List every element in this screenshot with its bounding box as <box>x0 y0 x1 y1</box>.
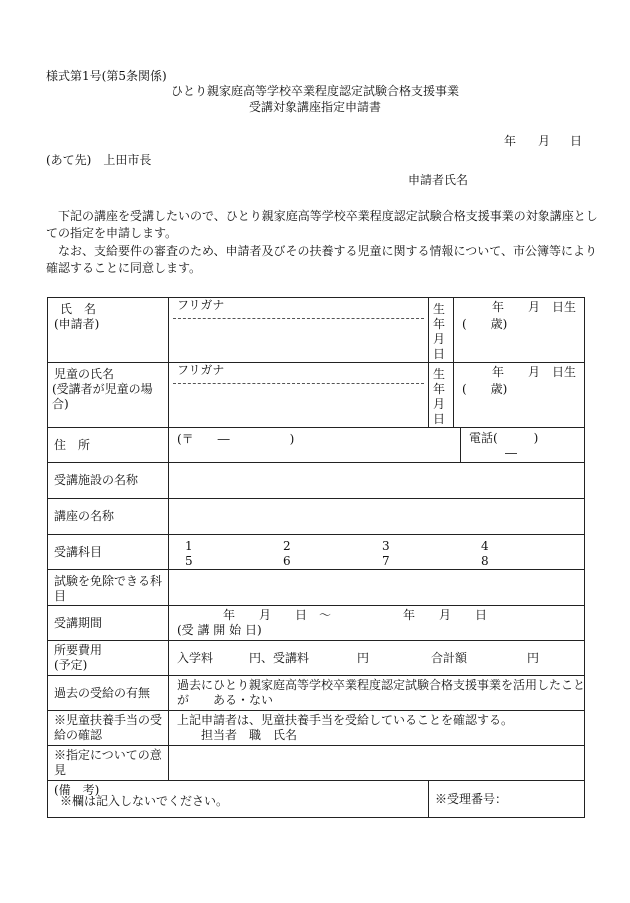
subjects-label-cell <box>48 535 169 570</box>
date-month: 月 <box>538 134 551 148</box>
allowance-label-cell <box>48 711 169 746</box>
subject-number: 4 <box>481 539 489 553</box>
footer-note: ※欄は記入しないでください。 <box>60 794 229 808</box>
past-field[interactable] <box>169 676 585 711</box>
addressee: (あて先) 上田市長 <box>46 153 152 167</box>
opinion-field[interactable] <box>169 746 585 781</box>
address-label-cell <box>48 428 169 463</box>
exempt-label-cell <box>48 570 169 606</box>
course-field[interactable] <box>169 499 585 535</box>
phone-field[interactable] <box>461 428 585 463</box>
subject-number: 7 <box>382 554 390 568</box>
applicant-name-label-cell <box>48 298 169 363</box>
address-label: 住 所 <box>54 438 91 452</box>
document-title-line2: 受講対象講座指定申請書 <box>248 100 381 114</box>
applicant-sub-label: (申請者) <box>54 317 100 331</box>
period-label: 受講期間 <box>54 615 103 630</box>
applicant-name-field[interactable] <box>169 298 429 363</box>
total-text: 合計額 円 <box>431 651 540 665</box>
receipt-number-label: ※受理番号： <box>435 791 508 806</box>
child-age: ( 歳) <box>462 382 508 396</box>
furigana-label-child: フリガナ <box>177 363 225 377</box>
period-text: 年 月 日 ～ 年 月 日 <box>223 608 488 622</box>
form-number: 様式第1号(第5条関係) <box>46 69 167 83</box>
applicant-name-label: 申請者氏名 <box>408 173 469 187</box>
allowance-field[interactable] <box>169 711 585 746</box>
opinion-label-cell <box>48 746 169 781</box>
paragraph2-line2: 確認することに同意します。 <box>46 261 202 275</box>
phone-dash: ― <box>505 446 517 460</box>
facility-field[interactable] <box>169 463 585 499</box>
facility-label: 受講施設の名称 <box>54 473 139 487</box>
date-year: 年 <box>504 134 517 148</box>
date-day: 日 <box>570 134 583 148</box>
past-label-cell <box>48 676 169 711</box>
child-sub-label: (受講者が児童の場合) <box>52 382 153 411</box>
subject-number: 8 <box>481 554 489 568</box>
age: ( 歳) <box>462 317 508 331</box>
allowance-label: ※児童扶養手当の受給の確認 <box>54 713 163 742</box>
birth-ymd: 年 月 日生 <box>492 300 577 314</box>
subject-number: 6 <box>283 554 291 568</box>
exempt-label: 試験を免除できる科目 <box>54 574 163 603</box>
course-label-cell <box>48 499 169 535</box>
past-choice: が ある・ない <box>177 693 274 707</box>
child-name-label-cell <box>48 363 169 428</box>
course-label: 講座の名称 <box>54 509 115 523</box>
paragraph1-line1: 下記の講座を受講したいので、ひとり親家庭高等学校卒業程度認定試験合格支援事業の対象講座とし <box>58 209 598 223</box>
birth-label-cell <box>429 298 454 363</box>
cost-label-cell <box>48 641 169 676</box>
birth-label-2: 月日 <box>433 332 446 361</box>
exempt-field[interactable] <box>169 570 585 606</box>
past-text: 過去にひとり親家庭高等学校卒業程度認定試験合格支援事業を活用したこと <box>177 678 586 692</box>
subjects-label: 受講科目 <box>54 544 103 559</box>
paragraph2-line1: なお、支給要件の審査のため、申請者及びその扶養する児童に関する情報について、市公簿等により <box>58 244 598 258</box>
staff-name: 担当者 職 氏名 <box>201 728 298 742</box>
opinion-label: ※指定についての意見 <box>54 748 162 777</box>
child-birth-ymd: 年 月 日生 <box>492 365 577 379</box>
allowance-text: 上記申請者は、児童扶養手当を受給していることを確認する。 <box>177 713 514 727</box>
subject-number: 1 <box>185 539 193 553</box>
child-birthdate-field[interactable] <box>454 363 585 428</box>
name-label: 氏 名 <box>60 302 97 316</box>
applicant-birthdate-field[interactable] <box>454 298 585 363</box>
facility-label-cell <box>48 463 169 499</box>
child-birth-label-2: 月日 <box>433 397 446 426</box>
period-start-label: (受 講 開 始 日) <box>177 623 262 637</box>
subject-number: 5 <box>185 554 193 568</box>
subject-number: 3 <box>382 539 390 553</box>
postal-code: (〒 ― ) <box>177 432 295 446</box>
past-label: 過去の受給の有無 <box>54 685 151 700</box>
period-field[interactable] <box>169 606 585 641</box>
child-birth-label-cell <box>429 363 454 428</box>
phone-label: 電話( ) <box>469 431 539 445</box>
address-field[interactable] <box>169 428 461 463</box>
furigana-label: フリガナ <box>177 298 225 312</box>
period-label-cell <box>48 606 169 641</box>
subjects-field[interactable] <box>169 535 585 570</box>
paragraph1-line2: ての指定を申請します。 <box>46 226 178 240</box>
cost-text: 入学料 円、受講料 円 <box>177 651 370 665</box>
cost-field[interactable] <box>169 641 585 676</box>
child-name-label: 児童の氏名 <box>54 367 115 381</box>
cost-label: 所要費用 <box>54 643 103 657</box>
subject-number: 2 <box>283 539 291 553</box>
application-form-table <box>47 297 585 818</box>
remarks-label: (備 考) <box>54 783 100 797</box>
birth-label-1: 生年 <box>433 302 446 331</box>
receipt-number-field[interactable] <box>429 781 585 818</box>
document-title-line1: ひとり親家庭高等学校卒業程度認定試験合格支援事業 <box>170 84 459 98</box>
cost-sub-label: (予定) <box>54 658 88 672</box>
child-name-field[interactable] <box>169 363 429 428</box>
child-birth-label-1: 生年 <box>433 367 446 396</box>
